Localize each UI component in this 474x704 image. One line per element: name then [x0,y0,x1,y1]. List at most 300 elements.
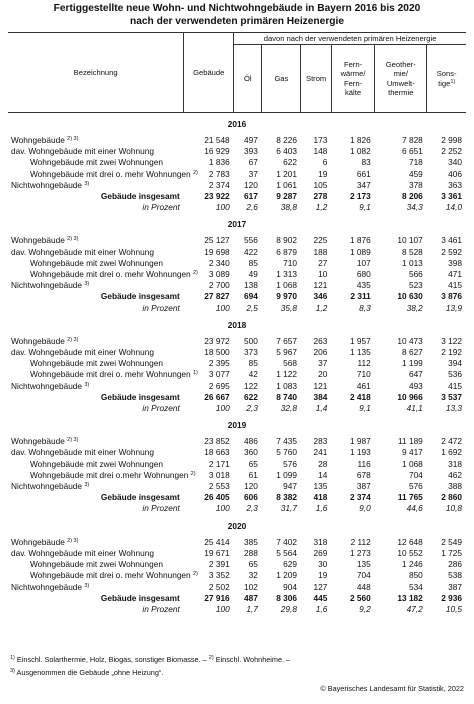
row-footnote-mark: 2) [192,571,198,578]
cell-geothermie: 576 [408,481,423,492]
footnote-1-mark: 1) [10,655,15,661]
row-label [8,447,184,458]
cell-gas: 7 435 [276,436,297,447]
row-label-text: dav. Wohngebäude mit einer Wohnung [11,447,154,458]
row-footnote-mark: 3) [84,180,90,187]
cell-sonstige: 363 [448,179,462,190]
cell-gas: 1 083 [276,380,297,391]
row-label-text: Wohngebäude mit drei o. mehr Wohnungen [30,570,191,581]
cell-oel: 373 [244,347,258,358]
row-label-text: Wohngebäude mit drei o. mehr Wohnungen [30,269,191,280]
title-line-2: nach der verwendeten primären Heizenergie [129,15,344,27]
cell-oel: 65 [248,559,258,570]
cell-geothermie: 459 [408,168,423,179]
row-label-text: dav. Wohngebäude mit einer Wohnung [11,246,154,257]
cell-oel: 2,3 [246,403,258,414]
cell-sonstige: 10,8 [445,503,462,514]
cell-oel: 497 [244,135,258,145]
row-zwei-wohnungen [8,459,466,470]
row-label-text: Nichtwohngebäude [11,179,83,190]
cell-fernwaerme: 678 [356,469,371,480]
cell-gebaeude: 100 [215,202,230,213]
cell-fernwaerme: 435 [356,280,371,291]
cell-oel: 422 [244,246,258,257]
cell-gas: 8 306 [276,592,297,603]
cell-strom: 19 [318,570,328,581]
header-strom: Strom [301,45,331,113]
row-label [8,469,196,481]
year-heading-row [8,113,466,136]
cell-fernwaerme: 347 [356,179,371,190]
row-label [8,180,184,191]
cell-sonstige: 1 725 [441,547,462,558]
row-footnote-mark: 2) 3) [67,136,79,142]
row-drei-wohnungen [8,570,466,581]
cell-oel: 61 [248,469,258,480]
cell-fernwaerme: 2 374 [349,492,371,503]
cell-sonstige: 2 592 [441,246,462,257]
cell-gebaeude: 2 171 [208,458,230,469]
footnote-2-mark: 2) [208,655,214,661]
cell-strom: 127 [313,581,328,592]
row-label-text: in Prozent [142,503,180,514]
cell-gas: 32,8 [280,403,297,414]
cell-oel: 622 [244,391,258,402]
cell-gebaeude: 2 395 [208,358,230,369]
cell-oel: 42 [248,369,258,380]
year-label: 2019 [227,420,247,431]
row-label [8,235,184,246]
cell-oel: 500 [244,335,258,346]
row-footnote-mark: 3) [84,582,90,589]
cell-oel: 393 [244,146,258,157]
cell-sonstige: 471 [448,269,462,280]
cell-fernwaerme: 1 987 [349,436,371,447]
cell-gas: 1 068 [276,280,297,291]
cell-gas: 9 970 [276,291,297,302]
cell-sonstige: 286 [448,559,462,570]
cell-gebaeude: 2 374 [208,179,230,190]
cell-gebaeude: 2 502 [208,581,230,592]
cell-geothermie: 44,6 [406,503,423,514]
cell-strom: 1,6 [315,603,328,614]
row-label-text: Wohngebäude [11,235,65,246]
row-label [8,202,184,213]
header-gebaeude: Gebäude [184,33,234,113]
cell-geothermie: 534 [408,581,423,592]
cell-strom: 1,4 [315,403,328,414]
cell-gas: 904 [283,581,297,592]
year-heading-row [8,314,466,336]
cell-fernwaerme: 9,1 [359,202,371,213]
cell-gas: 5 967 [276,347,297,358]
cell-gebaeude: 18 663 [204,447,230,458]
row-label-text: Gebäude insgesamt [100,592,180,603]
cell-geothermie: 1 246 [402,559,423,570]
cell-geothermie: 1 199 [402,358,423,369]
cell-oel: 2,6 [246,202,258,213]
cell-gas: 1 209 [276,570,297,581]
cell-gas: 8 740 [276,391,297,402]
cell-gas: 8 382 [276,492,297,503]
cell-sonstige: 394 [448,358,462,369]
footnote-2: Einschl. Wohnheime. – [215,655,291,664]
row-label [8,369,198,380]
row-label [8,258,184,269]
cell-gas: 35,8 [280,302,297,313]
cell-sonstige: 3 461 [441,235,462,246]
cell-strom: 6 [322,157,328,168]
cell-gas: 8 902 [276,235,297,246]
cell-strom: 384 [313,391,328,402]
cell-gas: 629 [283,559,297,570]
row-label-text: Wohngebäude mit drei o.mehr Wohnungen [30,469,189,480]
cell-strom: 241 [313,447,328,458]
cell-sonstige: 538 [448,570,462,581]
cell-gebaeude: 100 [215,503,230,514]
row-label [8,135,184,146]
table-title [0,3,474,28]
cell-fernwaerme: 8,3 [359,302,371,313]
row-label [8,604,184,615]
cell-gebaeude: 16 929 [204,146,230,157]
cell-gas: 5 564 [276,547,297,558]
cell-oel: 49 [248,269,258,280]
row-gebaeude-insgesamt [8,392,466,403]
row-gebaeude-insgesamt [8,191,466,202]
cell-gas: 947 [283,481,297,492]
cell-gebaeude: 3 018 [208,469,230,480]
cell-sonstige: 3 876 [441,291,462,302]
cell-strom: 14 [318,469,328,480]
cell-fernwaerme: 1 826 [349,135,371,145]
row-in-prozent [8,303,466,314]
row-footnote-mark: 2) [192,169,198,176]
cell-fernwaerme: 9,0 [359,503,371,514]
row-eine-wohnung [8,447,466,458]
row-in-prozent [8,403,466,414]
cell-oel: 120 [244,481,258,492]
row-label [8,481,184,492]
row-label [8,347,184,358]
row-label [8,247,184,258]
row-drei-wohnungen [8,369,466,380]
cell-strom: 1,2 [315,302,328,313]
cell-strom: 20 [318,369,328,380]
row-drei-wohnungen [8,470,466,481]
row-nichtwohngebaeude [8,280,466,291]
row-footnote-mark: 2) 3) [67,537,79,544]
cell-gebaeude: 27 827 [204,291,230,302]
cell-sonstige: 1 692 [441,447,462,458]
row-label [8,582,184,593]
cell-fernwaerme: 83 [361,157,371,168]
cell-strom: 188 [313,246,328,257]
cell-fernwaerme: 1 273 [349,547,371,558]
cell-geothermie: 10 552 [397,547,423,558]
cell-geothermie: 850 [408,570,423,581]
cell-strom: 173 [313,135,328,145]
cell-gas: 1 061 [276,179,297,190]
row-gebaeude-insgesamt [8,492,466,503]
row-label [8,157,184,168]
cell-gebaeude: 2 700 [208,280,230,291]
cell-fernwaerme: 704 [356,570,371,581]
cell-oel: 2,5 [246,302,258,313]
cell-gebaeude: 23 922 [204,191,230,202]
cell-sonstige: 462 [448,469,462,480]
cell-sonstige: 415 [448,380,462,391]
cell-strom: 121 [313,380,328,391]
row-label-text: Wohngebäude [11,135,65,145]
cell-geothermie: 10 473 [397,335,423,346]
row-label-text: Wohngebäude [11,335,65,346]
row-label [8,381,184,392]
cell-fernwaerme: 1 089 [349,246,371,257]
cell-geothermie: 38,2 [406,302,423,313]
row-label [8,570,198,581]
row-zwei-wohnungen [8,358,466,369]
cell-gas: 710 [283,257,297,268]
cell-gebaeude: 2 553 [208,481,230,492]
cell-fernwaerme: 135 [356,559,371,570]
cell-gebaeude: 18 500 [204,347,230,358]
cell-fernwaerme: 2 560 [349,592,371,603]
cell-gas: 7 402 [276,536,297,547]
cell-geothermie: 378 [408,179,423,190]
cell-geothermie: 493 [408,380,423,391]
cell-gas: 5 760 [276,447,297,458]
row-label [8,492,184,503]
row-wohngebaeude [8,235,466,246]
row-label-text: Nichtwohngebäude [11,581,83,592]
cell-oel: 360 [244,447,258,458]
row-wohngebaeude [8,135,466,146]
row-label [8,303,184,314]
row-label [8,280,184,291]
row-in-prozent [8,604,466,615]
cell-gas: 6 879 [276,246,297,257]
cell-geothermie: 13 182 [397,592,423,603]
cell-geothermie: 8 206 [402,191,423,202]
cell-sonstige: 387 [448,581,462,592]
cell-gebaeude: 21 548 [204,135,230,145]
row-footnote-mark: 1) [192,370,198,377]
footnote-3-mark: 3) [10,668,15,674]
cell-strom: 206 [313,347,328,358]
row-label-text: Nichtwohngebäude [11,380,83,391]
cell-geothermie: 9 417 [402,447,423,458]
cell-gas: 9 287 [276,191,297,202]
cell-sonstige: 3 122 [441,335,462,346]
row-label [8,593,184,604]
cell-gebaeude: 23 852 [204,436,230,447]
cell-fernwaerme: 116 [357,458,371,469]
copyright: © Bayerisches Landesamt für Statistik, 2022 [320,684,464,693]
year-label: 2020 [227,520,247,531]
cell-strom: 28 [318,458,328,469]
row-eine-wohnung [8,548,466,559]
cell-gebaeude: 2 695 [208,380,230,391]
cell-gas: 38,8 [280,202,297,213]
cell-strom: 135 [313,481,328,492]
row-label-text: in Prozent [142,603,180,614]
cell-geothermie: 12 648 [397,536,423,547]
cell-oel: 556 [244,235,258,246]
row-nichtwohngebaeude [8,381,466,392]
cell-oel: 37 [248,168,258,179]
cell-gebaeude: 26 667 [204,391,230,402]
cell-sonstige: 318 [448,458,462,469]
footnote-line-2 [10,668,163,678]
cell-sonstige: 2 472 [441,436,462,447]
header-oel: Öl [234,45,262,113]
row-footnote-mark: 2) 3) [67,336,79,343]
cell-gebaeude: 19 698 [204,246,230,257]
row-footnote-mark: 2) [192,270,198,277]
row-gebaeude-insgesamt [8,291,466,302]
cell-fernwaerme: 9,2 [359,603,371,614]
cell-fernwaerme: 107 [356,257,371,268]
cell-sonstige: 2 860 [441,492,462,503]
cell-oel: 122 [244,380,258,391]
row-label [8,291,184,302]
cell-geothermie: 566 [408,269,423,280]
cell-oel: 1,7 [246,603,258,614]
cell-gebaeude: 100 [215,603,230,614]
row-label-text: dav. Wohngebäude mit einer Wohnung [11,547,154,558]
row-label [8,537,184,548]
cell-strom: 27 [318,257,328,268]
title-line-1: Fertiggestellte neue Wohn- und Nichtwohngebäude in Bayern 2016 bis 2020 [53,3,421,14]
cell-strom: 278 [313,191,328,202]
cell-geothermie: 704 [408,469,423,480]
row-zwei-wohnungen [8,157,466,168]
cell-sonstige: 3 361 [441,191,462,202]
cell-gebaeude: 19 671 [204,547,230,558]
row-label-text: Wohngebäude mit zwei Wohnungen [30,157,163,168]
cell-sonstige: 2 252 [441,146,462,157]
cell-oel: 385 [244,536,258,547]
row-drei-wohnungen [8,269,466,280]
row-in-prozent [8,202,466,213]
footnote-1: Einschl. Solarthermie, Holz, Biogas, sonstiger Biomasse. – [16,655,207,664]
row-label [8,168,198,180]
cell-strom: 148 [313,146,328,157]
year-heading-row [8,414,466,436]
cell-strom: 30 [318,559,328,570]
cell-gebaeude: 1 836 [208,157,230,168]
row-label [8,358,184,369]
cell-strom: 263 [313,335,328,346]
cell-strom: 37 [318,358,328,369]
cell-oel: 288 [244,547,258,558]
cell-fernwaerme: 1 957 [349,335,371,346]
row-label [8,392,184,403]
cell-geothermie: 10 107 [397,235,423,246]
cell-fernwaerme: 112 [357,358,371,369]
cell-gas: 6 403 [276,146,297,157]
cell-gebaeude: 3 352 [208,570,230,581]
cell-geothermie: 11 765 [397,492,423,503]
year-heading-row [8,213,466,235]
cell-fernwaerme: 1 135 [349,347,371,358]
cell-fernwaerme: 387 [356,481,371,492]
cell-oel: 486 [244,436,258,447]
footnote-line-1 [10,655,290,665]
row-label [8,559,184,570]
row-label-text: in Prozent [142,403,180,414]
row-label-text: Wohngebäude mit zwei Wohnungen [30,559,163,570]
statistics-table [8,32,466,615]
row-label-text: Nichtwohngebäude [11,481,83,492]
row-wohngebaeude [8,336,466,347]
cell-gebaeude: 100 [215,403,230,414]
cell-fernwaerme: 1 193 [349,447,371,458]
year-label: 2018 [227,319,247,330]
cell-gebaeude: 2 783 [208,168,230,179]
cell-strom: 225 [313,235,328,246]
cell-geothermie: 7 828 [402,135,423,145]
row-label [8,269,198,280]
cell-gas: 576 [283,458,297,469]
row-nichtwohngebaeude [8,582,466,593]
cell-fernwaerme: 2 311 [350,291,371,302]
header-fernwaerme [331,45,374,113]
row-nichtwohngebaeude [8,481,466,492]
row-wohngebaeude [8,436,466,447]
cell-fernwaerme: 2 418 [349,391,371,402]
row-zwei-wohnungen [8,559,466,570]
cell-fernwaerme: 2 112 [350,536,371,547]
cell-gas: 31,7 [280,503,297,514]
row-footnote-mark: 3) [84,482,90,489]
row-label [8,548,184,559]
cell-oel: 67 [248,157,258,168]
cell-gebaeude: 2 391 [208,559,230,570]
cell-fernwaerme: 2 173 [349,191,371,202]
cell-geothermie: 523 [408,280,423,291]
cell-oel: 606 [244,492,258,503]
cell-fernwaerme: 9,1 [359,403,371,414]
row-gebaeude-insgesamt [8,593,466,604]
header-sonstige-footnote: 1) [450,78,456,85]
row-label [8,146,184,157]
cell-oel: 2,3 [246,503,258,514]
cell-sonstige: 2 936 [441,592,462,603]
row-label-text: Wohngebäude mit zwei Wohnungen [30,458,163,469]
cell-geothermie: 10 966 [397,391,423,402]
row-wohngebaeude [8,537,466,548]
cell-oel: 32 [248,570,258,581]
row-label-text: Gebäude insgesamt [100,191,180,202]
row-footnote-mark: 3) [84,381,90,388]
row-label [8,459,184,470]
cell-sonstige: 10,5 [445,603,462,614]
cell-gas: 7 657 [276,335,297,346]
row-label-text: Nichtwohngebäude [11,280,83,291]
cell-strom: 10 [318,269,328,280]
cell-gebaeude: 3 077 [208,369,230,380]
cell-oel: 85 [248,257,258,268]
cell-gebaeude: 3 089 [208,269,230,280]
cell-oel: 85 [248,358,258,369]
cell-geothermie: 34,3 [406,202,423,213]
cell-strom: 105 [313,179,328,190]
row-label [8,403,184,414]
row-label [8,436,184,447]
cell-gebaeude: 26 405 [204,492,230,503]
